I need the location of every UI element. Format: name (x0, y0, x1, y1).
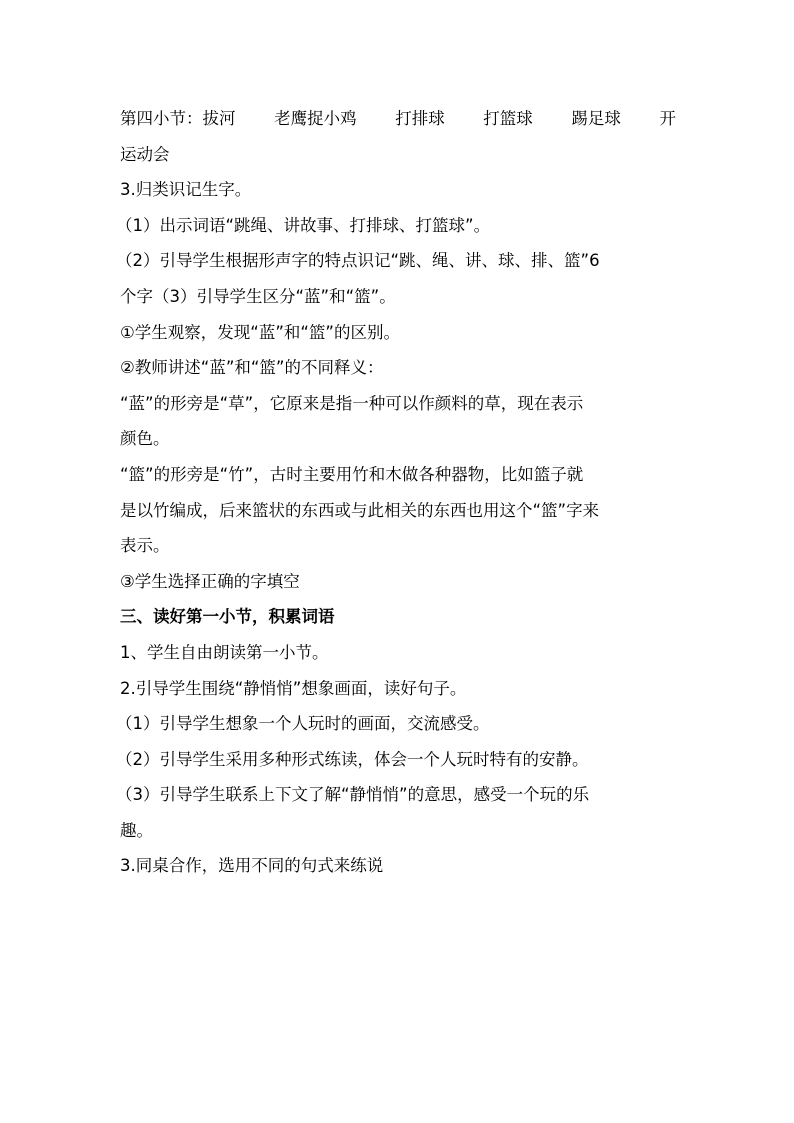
text-segment: 开 (659, 109, 676, 128)
text-line: “篮”的形旁是“竹”，古时主要用竹和木做各种器物，比如篮子就 (120, 464, 584, 484)
text-line: “蓝”的形旁是“草”，它原来是指一种可以作颜料的草，现在表示 (120, 393, 584, 413)
text-segment: 老鹰捉小鸡 (274, 109, 357, 128)
text-line: ①学生观察，发现“蓝”和“篮”的区别。 (120, 322, 400, 342)
text-segment: 打篮球 (483, 109, 533, 128)
text-line: ②教师讲述“蓝”和“篮”的不同释义： (120, 358, 384, 378)
text-line: （1）引导学生想象一个人玩时的画面，交流感受。 (116, 714, 490, 734)
document-page (116, 101, 676, 884)
text-line: 趣。 (120, 820, 153, 840)
text-segment: 第四小节：拔河 (120, 109, 236, 128)
section-heading: 三、读好第一小节，积累词语 (120, 607, 335, 627)
text-line: 3.归类识记生字。 (120, 180, 252, 200)
text-segment: 打排球 (395, 109, 445, 128)
text-line: 1、学生自由朗读第一小节。 (120, 642, 329, 662)
text-line: （2）引导学生根据形声字的特点识记“跳、绳、讲、球、排、篮”6 (116, 251, 600, 271)
text-line: 2.引导学生围绕“静悄悄”想象画面，读好句子。 (120, 678, 467, 698)
text-line: 3.同桌合作，选用不同的句式来练说 (120, 856, 384, 876)
text-line: 是以竹编成，后来篮状的东西或与此相关的东西也用这个“篮”字来 (120, 500, 600, 520)
text-line-activity-list (120, 101, 676, 137)
text-line: 运动会 (120, 144, 170, 164)
text-line: （3）引导学生联系上下文了解“静悄悄”的意思，感受一个玩的乐 (116, 785, 590, 805)
text-line: （2）引导学生采用多种形式练读，体会一个人玩时特有的安静。 (116, 749, 589, 769)
text-line: （1）出示词语“跳绳、讲故事、打排球、打篮球”。 (116, 215, 491, 235)
text-line: 个字（3）引导学生区分“蓝”和“篮”。 (120, 286, 396, 306)
text-line: ③学生选择正确的字填空 (120, 571, 300, 591)
text-line: 表示。 (120, 536, 170, 556)
text-segment: 踢足球 (571, 109, 621, 128)
text-line: 颜色。 (120, 429, 170, 449)
